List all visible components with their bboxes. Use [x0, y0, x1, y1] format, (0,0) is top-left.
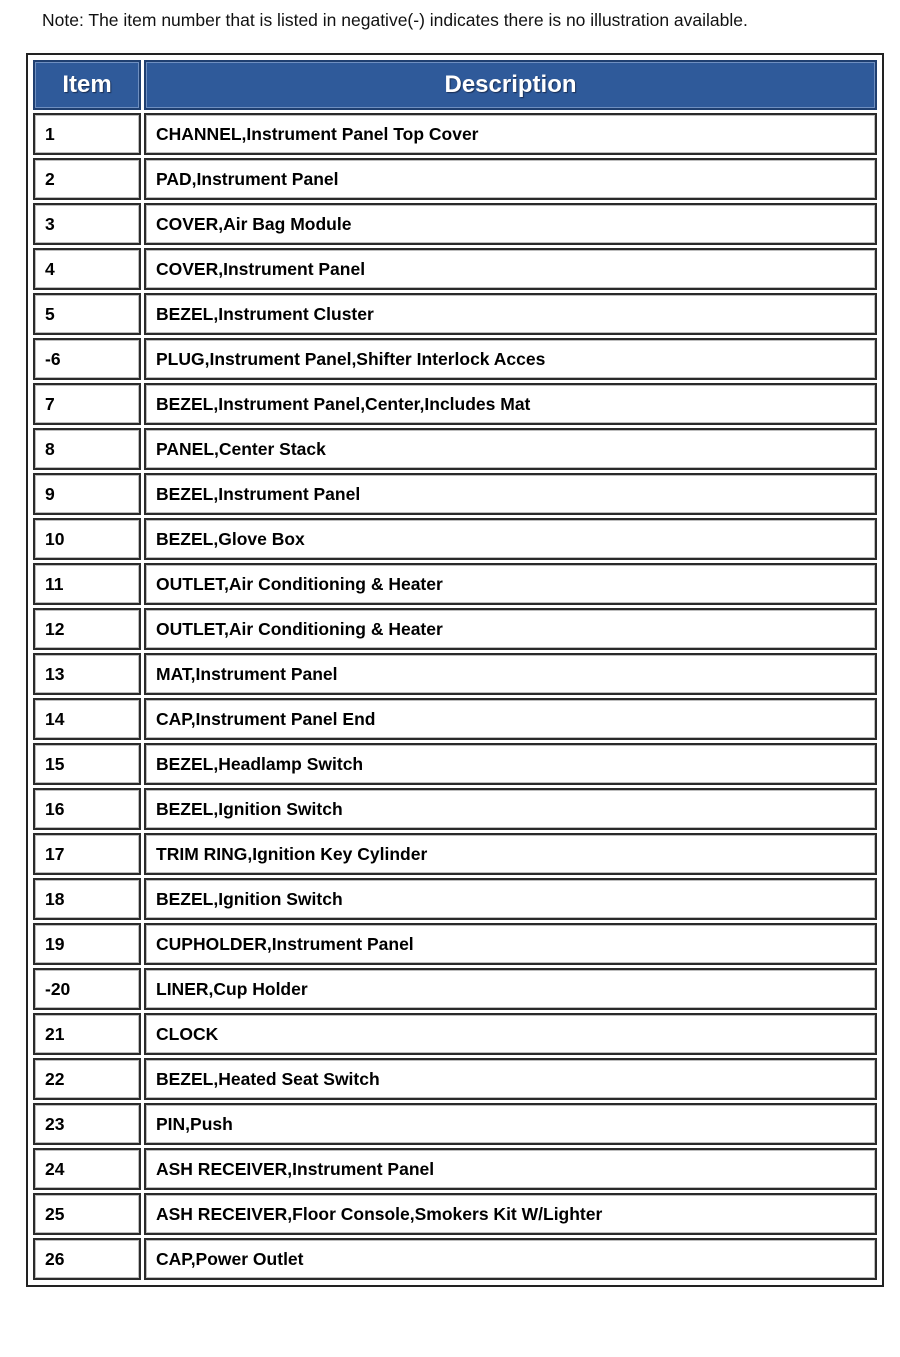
- table-header-row: [33, 60, 877, 110]
- description-cell: TRIM RING,Ignition Key Cylinder: [144, 833, 877, 875]
- item-number-cell: 26: [33, 1238, 141, 1280]
- description-cell: OUTLET,Air Conditioning & Heater: [144, 563, 877, 605]
- item-number-cell: -6: [33, 338, 141, 380]
- table-row: [33, 1058, 877, 1100]
- item-column-header: Item: [33, 60, 141, 110]
- table-row: [33, 968, 877, 1010]
- table-row: [33, 788, 877, 830]
- description-cell: BEZEL,Ignition Switch: [144, 878, 877, 920]
- item-number-cell: 14: [33, 698, 141, 740]
- description-cell: ASH RECEIVER,Floor Console,Smokers Kit W/Lighter: [144, 1193, 877, 1235]
- description-cell: PLUG,Instrument Panel,Shifter Interlock Acces: [144, 338, 877, 380]
- description-cell: LINER,Cup Holder: [144, 968, 877, 1010]
- table-row: [33, 518, 877, 560]
- item-number-cell: 10: [33, 518, 141, 560]
- description-cell: BEZEL,Headlamp Switch: [144, 743, 877, 785]
- item-number-cell: 22: [33, 1058, 141, 1100]
- item-number-cell: 9: [33, 473, 141, 515]
- item-number-cell: 1: [33, 113, 141, 155]
- table-row: [33, 1238, 877, 1280]
- table-row: [33, 878, 877, 920]
- description-cell: BEZEL,Instrument Panel,Center,Includes Mat: [144, 383, 877, 425]
- description-cell: COVER,Instrument Panel: [144, 248, 877, 290]
- table-row: [33, 473, 877, 515]
- item-number-cell: 19: [33, 923, 141, 965]
- item-number-cell: 23: [33, 1103, 141, 1145]
- item-number-cell: 13: [33, 653, 141, 695]
- description-cell: COVER,Air Bag Module: [144, 203, 877, 245]
- item-number-cell: -20: [33, 968, 141, 1010]
- table-row: [33, 608, 877, 650]
- table-row: [33, 203, 877, 245]
- table-row: [33, 158, 877, 200]
- table-row: [33, 248, 877, 290]
- item-number-cell: 24: [33, 1148, 141, 1190]
- description-column-header: Description: [144, 60, 877, 110]
- item-number-cell: 12: [33, 608, 141, 650]
- item-number-cell: 21: [33, 1013, 141, 1055]
- description-cell: BEZEL,Instrument Panel: [144, 473, 877, 515]
- table-row: [33, 428, 877, 470]
- description-cell: BEZEL,Ignition Switch: [144, 788, 877, 830]
- description-cell: BEZEL,Glove Box: [144, 518, 877, 560]
- item-number-cell: 11: [33, 563, 141, 605]
- description-cell: PIN,Push: [144, 1103, 877, 1145]
- description-cell: CUPHOLDER,Instrument Panel: [144, 923, 877, 965]
- availability-note: Note: The item number that is listed in negative(-) indicates there is no illustration available.: [42, 10, 748, 30]
- table-row: [33, 383, 877, 425]
- description-cell: PANEL,Center Stack: [144, 428, 877, 470]
- table-row: [33, 293, 877, 335]
- description-cell: PAD,Instrument Panel: [144, 158, 877, 200]
- table-body: [33, 113, 877, 1280]
- table-row: [33, 563, 877, 605]
- table-row: [33, 338, 877, 380]
- item-number-cell: 16: [33, 788, 141, 830]
- item-number-cell: 3: [33, 203, 141, 245]
- description-cell: CHANNEL,Instrument Panel Top Cover: [144, 113, 877, 155]
- table-row: [33, 698, 877, 740]
- parts-table-frame: [26, 53, 884, 1287]
- parts-table: [30, 57, 880, 1283]
- table-row: [33, 1013, 877, 1055]
- item-number-cell: 4: [33, 248, 141, 290]
- description-cell: CAP,Instrument Panel End: [144, 698, 877, 740]
- item-number-cell: 2: [33, 158, 141, 200]
- table-row: [33, 113, 877, 155]
- table-row: [33, 1148, 877, 1190]
- item-number-cell: 8: [33, 428, 141, 470]
- description-cell: OUTLET,Air Conditioning & Heater: [144, 608, 877, 650]
- table-row: [33, 923, 877, 965]
- description-cell: ASH RECEIVER,Instrument Panel: [144, 1148, 877, 1190]
- item-number-cell: 7: [33, 383, 141, 425]
- item-number-cell: 18: [33, 878, 141, 920]
- description-cell: BEZEL,Instrument Cluster: [144, 293, 877, 335]
- item-number-cell: 25: [33, 1193, 141, 1235]
- table-row: [33, 1193, 877, 1235]
- item-number-cell: 17: [33, 833, 141, 875]
- item-number-cell: 5: [33, 293, 141, 335]
- table-row: [33, 833, 877, 875]
- description-cell: CLOCK: [144, 1013, 877, 1055]
- description-cell: BEZEL,Heated Seat Switch: [144, 1058, 877, 1100]
- table-row: [33, 653, 877, 695]
- table-row: [33, 743, 877, 785]
- description-cell: CAP,Power Outlet: [144, 1238, 877, 1280]
- table-row: [33, 1103, 877, 1145]
- item-number-cell: 15: [33, 743, 141, 785]
- description-cell: MAT,Instrument Panel: [144, 653, 877, 695]
